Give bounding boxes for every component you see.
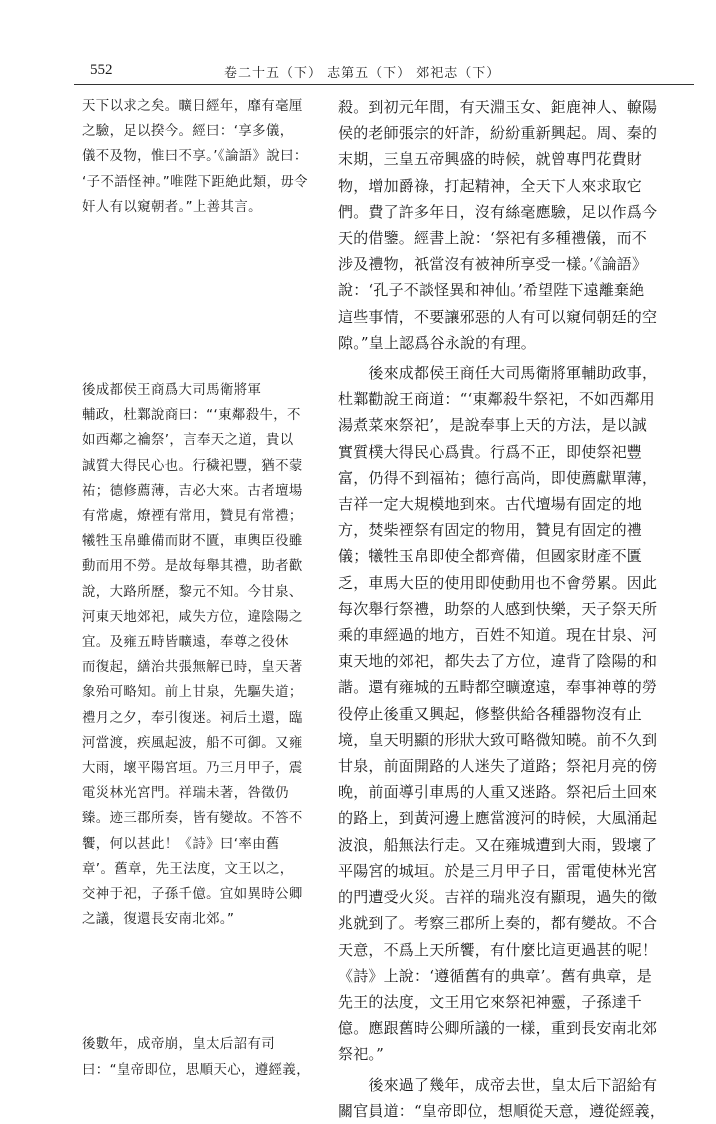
text-line: 乘的車經過的地方，百姓不知道。現在甘泉、河 (338, 626, 658, 645)
text-line: 甘泉，前面開路的人迷失了道路；祭祀月亮的傍 (338, 757, 658, 776)
page-header (74, 60, 694, 82)
text-line: 之議，復還長安南北郊。” (82, 912, 235, 928)
text-line: 臻。迹三郡所奏，皆有變故。不答不 (82, 811, 303, 827)
text-line: 富，仍得不到福祐；德行高尚，即使薦獻單薄， (338, 468, 658, 487)
text-line: 奸人有以窺朝者。”上善其言。 (82, 199, 262, 215)
text-line: 動而用不勞。是故每舉其禮，助者歡 (82, 559, 303, 575)
text-line: 們。費了許多年日，沒有絲毫應驗，足以作爲今 (338, 202, 658, 221)
text-line: 犧牲玉帛雖備而財不匱，車輿臣役雖 (82, 534, 303, 550)
text-line: 兆就到了。考察三郡所上奏的，都有變故。不合 (338, 914, 658, 933)
text-line: 祐；德修薦薄，吉必大來。古者壇場 (82, 483, 303, 499)
text-line: 天意，不爲上天所饗，有什麼比這更過甚的呢！ (338, 940, 658, 959)
text-line: 晚，前面導引車馬的人重又迷路。祭祀后土回來 (338, 783, 658, 802)
text-line: 說：‘孔子不談怪異和神仙。’希望陛下遠離棄絶 (338, 281, 645, 300)
original-paragraph-2 (82, 378, 322, 932)
text-line: 末期，三皇五帝興盛的時候，就曾專門花費財 (338, 150, 643, 169)
text-line: 吉祥一定大規模地到來。古代壇場有固定的地 (338, 495, 643, 514)
text-line: 後成都侯王商爲大司馬衛將軍 (82, 383, 262, 399)
text-line: 天的借鑒。經書上說：‘祭祀有多種禮儀，而不 (338, 229, 647, 248)
translation-paragraph-3 (338, 1072, 694, 1124)
text-line: 殺。到初元年間，有天淵玉女、鉅鹿神人、轑陽 (338, 98, 658, 116)
page-number: 552 (90, 62, 113, 78)
text-line: 實質樸大得民心爲貴。行爲不正，即使祭祀豐 (338, 442, 643, 461)
original-text-column (82, 94, 322, 1083)
text-line: 曰：“皇帝即位，思順天心，遵經義， (82, 1062, 310, 1078)
text-line: 宜。及雍五畤皆曠遠，奉尊之役休 (82, 635, 289, 651)
text-line: 河當渡，疾風起波，船不可御。又雍 (82, 735, 303, 751)
text-line: 交神于祀，子孫千億。宜如異時公卿 (82, 887, 303, 903)
text-line: 象殆可略知。前上甘泉，先驅失道； (82, 685, 303, 701)
text-line: 後來過了幾年，成帝去世，皇太后下詔給有 (338, 1075, 658, 1094)
header-rule (74, 84, 694, 85)
text-line: 諧。還有雍城的五畤都空曠遼遠，奉事神尊的勞 (338, 678, 658, 697)
text-line: 億。應跟舊時公卿所議的一樣，重到長安南北郊 (338, 1019, 658, 1038)
text-line: 境，皇天明顯的形狀大致可略微知曉。前不久到 (338, 730, 658, 749)
translation-column (338, 94, 694, 1124)
text-line: 杜鄴勸說王商道：“‘東鄰殺牛祭祀，不如西鄰用 (338, 390, 655, 409)
text-line: 《詩》上說：‘遵循舊有的典章’。舊有典章，是 (338, 966, 652, 985)
text-line: 這些事情，不要讓邪惡的人有可以窺伺朝廷的空 (338, 307, 658, 326)
text-line: 東天地的郊祀，都失去了方位，違背了陰陽的和 (338, 652, 658, 671)
translation-paragraph-2 (338, 360, 694, 1067)
running-head: 卷二十五（下） 志第五（下） 郊祀志（下） (224, 66, 501, 81)
text-line: 之驗，足以揆今。經曰：‘享多儀， (82, 124, 294, 140)
text-line: 平陽宮的城垣。於是三月甲子日，雷電使林光宮 (338, 861, 658, 880)
text-line: 章’。舊章，先王法度，文王以之， (82, 861, 294, 877)
text-line: 電災林光宮門。祥瑞未著，咎徵仍 (82, 786, 289, 802)
text-line: 的門遭受火災。吉祥的瑞兆沒有顯現，過失的徵 (338, 888, 658, 907)
text-line: 涉及禮物，祇當沒有被神所享受一樣。’《論語》 (338, 255, 648, 274)
text-line: 有常處，燎禋有常用，贊見有常禮； (82, 509, 303, 525)
text-line: 每次舉行祭禮，助祭的人感到快樂，天子祭天所 (338, 599, 658, 618)
translation-paragraph-1 (338, 94, 694, 356)
text-line: 河東天地郊祀，咸失方位，違陰陽之 (82, 609, 303, 625)
text-line: 後數年，成帝崩，皇太后詔有司 (82, 1037, 276, 1053)
text-line: 乏，車馬大臣的使用即使動用也不會勞累。因此 (338, 573, 658, 592)
text-line: 儀；犧牲玉帛即使全都齊備，但國家財產不匱 (338, 547, 643, 566)
text-line: 輔政，杜鄴說商曰：“‘東鄰殺牛，不 (82, 408, 301, 424)
text-line: 大雨，壞平陽宮垣。乃三月甲子，震 (82, 761, 303, 777)
text-line: 方，焚柴禋祭有固定的物用，贊見有固定的禮 (338, 521, 643, 540)
text-line: 先王的法度，文王用它來祭祀神靈，子孫達千 (338, 992, 643, 1011)
text-line: 天下以求之矣。曠日經年，靡有毫厘 (82, 99, 303, 114)
text-line: 隙。”皇上認爲谷永說的有理。 (338, 333, 536, 352)
text-line: 饗，何以甚此！《詩》曰‘率由舊 (82, 836, 280, 852)
text-line: 役停止後重又興起，修整供給各種器物沒有止 (338, 704, 643, 723)
text-line: 後來成都侯王商任大司馬衛將軍輔助政事， (338, 364, 658, 383)
text-line: 湯煮菜來祭祀’，是說奉事上天的方法，是以誠 (338, 416, 647, 435)
text-line: 侯的老師張宗的奸詐，紛紛重新興起。周、秦的 (338, 124, 658, 143)
text-line: 波浪，船無法行走。又在雍城遭到大雨，毀壞了 (338, 835, 658, 854)
text-line: 關官員道：“皇帝即位，想順從天意，遵從經義， (338, 1101, 666, 1120)
original-paragraph-1 (82, 94, 322, 220)
text-line: 儀不及物，惟曰不享。’《論語》說曰： (82, 149, 308, 165)
text-line: 物，增加爵祿，打起精神，全天下人來求取它 (338, 176, 643, 195)
text-line: 如西鄰之禴祭’，言奉天之道，貴以 (82, 433, 294, 449)
text-line: 誠質大得民心也。行穢祀豐，猶不蒙 (82, 458, 303, 474)
original-paragraph-3 (82, 1032, 322, 1082)
text-line: 說，大路所歷，黎元不知。今甘泉、 (82, 584, 303, 600)
text-line: 的路上，到黃河邊上應當渡河的時候，大風涌起 (338, 809, 658, 828)
text-line: 禮月之夕，奉引復迷。祠后土還，臨 (82, 710, 303, 726)
text-line: 祭祀。” (338, 1045, 384, 1064)
text-line: ‘子不語怪神。”唯陛下距絶此類，毋令 (82, 174, 308, 190)
text-line: 而復起，繕治共張無解已時，皇天著 (82, 660, 303, 676)
